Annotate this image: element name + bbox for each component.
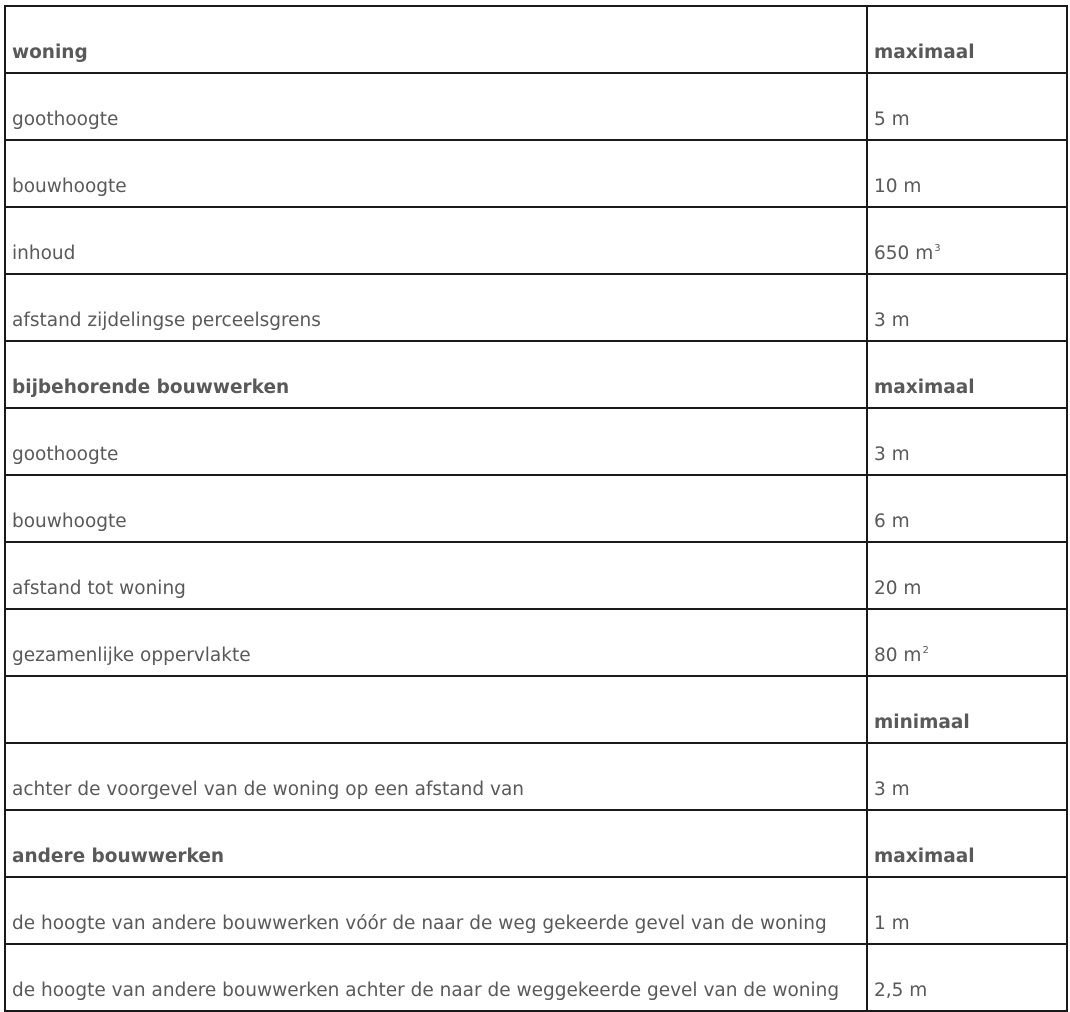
value-text: maximaal (874, 42, 975, 63)
unit-exponent: 3 (934, 243, 941, 254)
table-section-header-row (5, 6, 1067, 73)
rule-value-cell (867, 877, 1067, 944)
value-text: 650 m (874, 243, 934, 264)
regulations-table (4, 5, 1068, 1012)
rule-label-cell: de hoogte van andere bouwwerken achter de naar de weggekeerde gevel van de woning (5, 944, 867, 1011)
table-section-header-row (5, 676, 1067, 743)
rule-value-cell (867, 475, 1067, 542)
rule-value-cell (867, 542, 1067, 609)
rule-value-cell (867, 743, 1067, 810)
value-text: maximaal (874, 846, 975, 867)
value-text: 5 m (874, 109, 910, 130)
value-text: 3 m (874, 444, 910, 465)
rule-value-cell (867, 944, 1067, 1011)
rule-label-cell: goothoogte (5, 73, 867, 140)
table-row (5, 207, 1067, 274)
section-heading-cell: andere bouwwerken (5, 810, 867, 877)
rule-label-cell: bouwhoogte (5, 140, 867, 207)
value-text: 10 m (874, 176, 922, 197)
rule-value-cell (867, 73, 1067, 140)
value-text: 20 m (874, 578, 922, 599)
limit-type-cell (867, 810, 1067, 877)
table-row (5, 743, 1067, 810)
rule-label-cell: inhoud (5, 207, 867, 274)
value-text: maximaal (874, 377, 975, 398)
rule-label-cell: afstand tot woning (5, 542, 867, 609)
value-text: 80 m (874, 645, 922, 666)
section-heading-cell: woning (5, 6, 867, 73)
rule-label-cell: gezamenlijke oppervlakte (5, 609, 867, 676)
value-text: 3 m (874, 310, 910, 331)
section-heading-cell (5, 676, 867, 743)
table-row (5, 609, 1067, 676)
value-text: 2,5 m (874, 980, 928, 1001)
value-text: 6 m (874, 511, 910, 532)
rule-label-cell: de hoogte van andere bouwwerken vóór de naar de weg gekeerde gevel van de woning (5, 877, 867, 944)
table-row (5, 274, 1067, 341)
limit-type-cell (867, 341, 1067, 408)
table-row (5, 475, 1067, 542)
table-body (5, 6, 1067, 1011)
value-text: 1 m (874, 913, 910, 934)
rule-label-cell: afstand zijdelingse perceelsgrens (5, 274, 867, 341)
rule-value-cell (867, 274, 1067, 341)
table-row (5, 408, 1067, 475)
table-row (5, 944, 1067, 1011)
table-row (5, 73, 1067, 140)
rule-value-cell (867, 140, 1067, 207)
table-section-header-row (5, 810, 1067, 877)
table-section-header-row (5, 341, 1067, 408)
rule-value-cell (867, 207, 1067, 274)
rule-label-cell: bouwhoogte (5, 475, 867, 542)
value-text: 3 m (874, 779, 910, 800)
table-row (5, 140, 1067, 207)
limit-type-cell (867, 6, 1067, 73)
unit-exponent: 2 (922, 645, 929, 656)
section-heading-cell: bijbehorende bouwwerken (5, 341, 867, 408)
rule-label-cell: goothoogte (5, 408, 867, 475)
table-row (5, 542, 1067, 609)
rule-label-cell: achter de voorgevel van de woning op een afstand van (5, 743, 867, 810)
rule-value-cell (867, 408, 1067, 475)
table-row (5, 877, 1067, 944)
value-text: minimaal (874, 712, 970, 733)
limit-type-cell (867, 676, 1067, 743)
rule-value-cell (867, 609, 1067, 676)
